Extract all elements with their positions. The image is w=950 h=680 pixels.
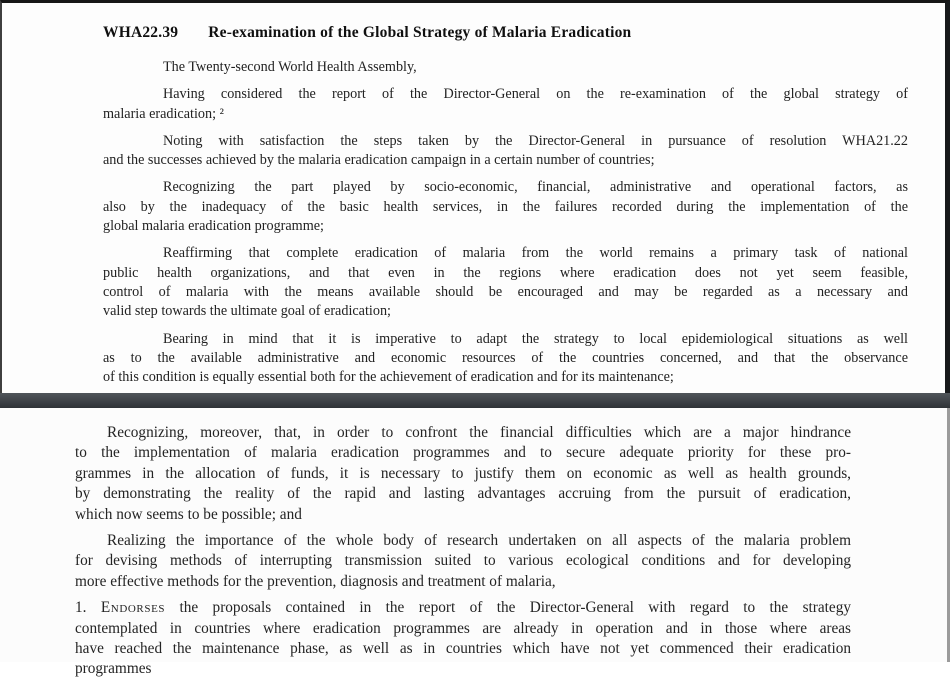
text-line: grammes in the allocation of funds, it is necessary to justify them on economic as well as health grounds, <box>75 464 851 482</box>
text-line: have reached the maintenance phase, as well as in countries which have not yet commenced their eradication <box>75 640 851 658</box>
scanned-page-bottom <box>0 408 950 678</box>
text-line: Noting with satisfaction the steps taken by the Director-General in pursuance of resolution WHA21.22 <box>163 132 908 149</box>
text-line: for devising methods of interrupting transmission suited to various ecological conditions and for developing <box>75 552 851 570</box>
paragraph <box>103 244 908 321</box>
paragraph <box>75 531 851 592</box>
text-segment: 1. <box>75 599 101 617</box>
text-line: which now seems to be possible; and <box>75 505 302 523</box>
paragraph <box>75 423 851 525</box>
text-line: global malaria eradication programme; <box>103 218 324 235</box>
text-line: control of malaria with the means available should be encouraged and may be regarded as a necessary and <box>103 283 908 300</box>
text-line: valid step towards the ultimate goal of eradication; <box>103 303 391 320</box>
text-line: programmes <box>75 660 152 678</box>
resolution-number: WHA22.39 <box>103 24 179 41</box>
smallcaps-word: Endorses <box>100 599 166 617</box>
paragraph <box>103 58 908 77</box>
page-separator <box>0 393 950 408</box>
text-line: more effective methods for the prevention, diagnosis and treatment of malaria, <box>75 572 556 590</box>
text-line: public health organizations, and that even in the regions where eradication does not yet seem feasible, <box>103 264 908 281</box>
text-line: and the successes achieved by the malaria eradication campaign in a certain number of countries; <box>103 152 655 169</box>
text-line: Reaffirming that complete eradication of malaria from the world remains a primary task of national <box>163 245 908 262</box>
text-line: by demonstrating the reality of the rapid and lasting advantages accruing from the pursuit of eradication, <box>75 485 851 503</box>
text-line: Bearing in mind that it is imperative to adapt the strategy to local epidemiological situations as well <box>163 330 908 347</box>
text-segment: the proposals contained in the report of the Director-General with regard to the strategy <box>165 599 851 617</box>
text-line: contemplated in countries where eradication programmes are already in operation and in those where areas <box>75 619 851 637</box>
resolution-heading <box>103 24 908 42</box>
text-line: malaria eradication; ² <box>103 105 224 122</box>
text-line: Recognizing the part played by socio-economic, financial, administrative and operational factors, as <box>163 179 908 196</box>
resolution-title: Re-examination of the Global Strategy of Malaria Eradication <box>208 24 632 41</box>
paragraph <box>103 330 908 388</box>
text-line: to the implementation of malaria eradication programmes and to secure adequate priority for these pro- <box>75 444 851 462</box>
page2-paragraphs <box>75 423 851 680</box>
text-line <box>75 598 851 618</box>
paragraph <box>103 132 908 171</box>
text-line: Realizing the importance of the whole body of research undertaken on all aspects of the malaria problem <box>107 532 851 550</box>
text-line: Recognizing, moreover, that, in order to confront the financial difficulties which are a major hindrance <box>107 424 851 441</box>
paragraph <box>103 85 908 124</box>
text-line: also by the inadequacy of the basic health services, in the failures recorded during the implementation of the <box>103 198 908 215</box>
paragraph <box>75 598 851 680</box>
text-line: of this condition is equally essential both for the achievement of eradication and for its maintenance; <box>103 369 674 386</box>
text-line: Having considered the report of the Director-General on the re-examination of the global strategy of <box>163 86 908 103</box>
page1-paragraphs <box>103 58 908 387</box>
text-line: The Twenty-second World Health Assembly, <box>163 59 417 75</box>
text-line: as to the available administrative and economic resources of the countries concerned, and that the observance <box>103 349 908 366</box>
paragraph <box>103 178 908 236</box>
